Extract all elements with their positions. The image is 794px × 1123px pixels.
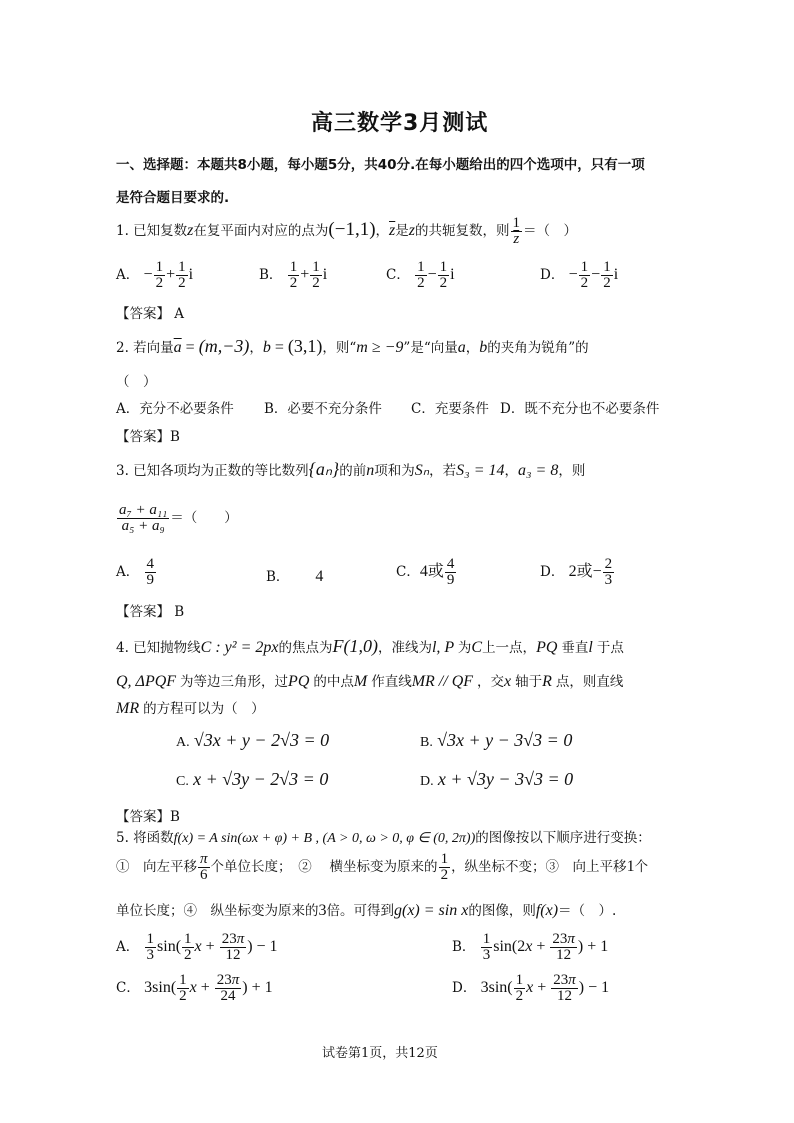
q4-text: 点，则直线	[555, 674, 624, 690]
q4-option-a	[176, 730, 329, 751]
q3-expr-den: a₅ + a₉	[121, 518, 165, 534]
answer-value: B	[170, 809, 180, 825]
q4-text: 的中点	[313, 674, 354, 690]
q2-text: 2. 若向量	[116, 340, 174, 356]
option-label: A.	[176, 735, 190, 750]
q3-expr-num: a₇ + a₁₁	[119, 502, 168, 518]
option-label: B．	[259, 267, 283, 283]
answer-value: A	[174, 306, 185, 322]
q3-option-d: D． 2或− $\frac{2}{3}$	[540, 556, 613, 588]
q4-text: 为	[457, 640, 472, 656]
q1-text: ，	[375, 223, 390, 239]
q2-answer	[116, 425, 180, 445]
q1-text: 是	[395, 223, 409, 239]
q1-point: (−1,1)	[328, 219, 376, 240]
q5-option-b: B． $\frac{1}{3}$ sin(2x + $\frac{23\pi}{12}$ ) + 1	[452, 931, 609, 963]
q1-text: ＝（ ）	[523, 223, 577, 239]
q5-option-d: D． 3sin( $\frac{1}{2}$ x + $\frac{23\pi}{12}$ ) − 1	[452, 972, 610, 1004]
q4-text: 轴于	[515, 674, 543, 690]
q3-answer	[116, 600, 184, 620]
option-label: D．	[540, 564, 565, 580]
option-label: A．	[116, 267, 140, 283]
q3-option-c: C．4或 $\frac{4}{9}$	[396, 556, 455, 588]
q5-text: 的图像，则	[468, 903, 536, 919]
q4-text: 的焦点为	[278, 640, 333, 656]
q1-option-b: B． $\frac{1}{2}$ + $\frac{1}{2}$ i	[259, 259, 328, 291]
q4-text: 4. 已知抛物线	[116, 640, 201, 656]
answer-label: 【答案】	[116, 429, 170, 445]
question-5-line3: 单位长度；④ 纵坐标变为原来的3倍。可得到g(x) = sin x的图像，则f(x)＝（ ）.	[116, 902, 617, 919]
answer-label: 【答案】	[116, 306, 170, 322]
q5-text: ＝（ ）.	[558, 903, 617, 919]
q3-option-b: B． 4	[266, 568, 324, 585]
answer-value: B	[174, 604, 185, 620]
question-5-line1	[116, 826, 651, 847]
q3-s3: S₃ = 14	[456, 462, 505, 479]
option-label: C．	[386, 267, 410, 283]
q1-option-a: A． − $\frac{1}{2}$ + $\frac{1}{2}$ i	[116, 259, 194, 291]
q2-option-b: B．必要不充分条件	[264, 401, 382, 417]
answer-label: 【答案】	[116, 809, 170, 825]
question-3: 3. 已知各项均为正数的等比数列{aₙ}的前n项和为Sₙ，若S₃ = 14，a₃ = 8，则	[116, 459, 586, 479]
q4-option-c	[176, 769, 328, 790]
option-label: D．	[452, 980, 477, 996]
option-math: √3x + y − 2√3 = 0	[193, 730, 330, 750]
q3-text: 3. 已知各项均为正数的等比数列	[116, 463, 309, 479]
q1-text: 在复平面内对应的点为	[193, 223, 329, 239]
q3-sequence: {aₙ}	[308, 459, 340, 479]
q4-text: 的方程可以为（ ）	[143, 701, 265, 717]
q2-text: ，	[465, 340, 480, 356]
answer-value: B	[170, 429, 180, 445]
option-label: A．	[116, 939, 140, 955]
question-1: 1. 已知复数z在复平面内对应的点为(−1,1)，$\overline{z}$是z的共轭复数，则 $\frac{1}{z}$ ＝（ ）	[116, 215, 577, 247]
q2-option-a: A．充分不必要条件	[116, 401, 234, 417]
q2-text: ，	[249, 340, 263, 356]
option-label: B.	[420, 735, 433, 750]
q5-function: f(x) = A sin(ωx + φ) + B , (A > 0, ω > 0, φ ∈ (0, 2π))	[173, 831, 476, 846]
q3-text: ，	[504, 463, 518, 479]
q3-paren: ＝（ ）	[170, 510, 238, 526]
q4-text: ，准线为	[377, 640, 432, 656]
option-label: C．	[116, 980, 140, 996]
q5-gx: g(x) = sin x	[394, 902, 469, 919]
q1-text: 1. 已知复数	[116, 223, 188, 239]
q2-text: 的夹角为锐角”的	[487, 340, 589, 356]
option-math: x + √3y − 2√3 = 0	[193, 769, 329, 789]
q4-parabola: C : y² = 2px	[200, 639, 279, 656]
section-heading-line1: 一、选择题：本题共8小题，每小题5分，共40分.在每小题给出的四个选项中，只有一项	[116, 157, 645, 173]
q4-text: ，交	[477, 674, 505, 690]
q1-text: 的共轭复数，则	[415, 223, 510, 239]
question-5-line2: ① 向左平移 $\frac{\pi}{6}$ 个单位长度； ② 横坐标变为原来的 $\frac{1}{2}$ ，纵坐标不变；③ 向上平移1个	[116, 851, 649, 883]
q5-text: ① 向左平移	[116, 859, 197, 875]
q4-focus: F(1,0)	[332, 636, 378, 656]
question-4-line3: MR 的方程可以为（ ）	[116, 700, 265, 717]
q5-text: 倍。可得到	[326, 903, 394, 919]
q2-paren: （ ）	[116, 374, 157, 390]
q2-vector-b: (3,1)	[287, 336, 323, 356]
q3-text: 的前	[339, 463, 367, 479]
page-title: 高三数学3月测试	[311, 111, 489, 136]
q2-text: ”是“向量	[403, 340, 458, 356]
option-label: B．	[452, 939, 476, 955]
q3-expression	[116, 503, 238, 534]
option-label: B．	[266, 569, 290, 585]
question-2: 2. 若向量$\overline{a} = (m,-3)$，b = (3,1)，则“m ≥ −9”是“向量a，b的夹角为锐角”的	[116, 336, 589, 356]
q3-text: ，若	[429, 463, 457, 479]
question-4-line1: 4. 已知抛物线C : y² = 2px的焦点为F(1,0)，准线为l, P 为C上一点，PQ 垂直l 于点	[116, 636, 624, 656]
q5-text: 个	[634, 859, 649, 875]
q2-condition: m ≥ −9	[356, 339, 404, 356]
option-label: D.	[420, 774, 434, 789]
option-label: A．	[116, 564, 140, 580]
q4-option-d	[420, 769, 573, 790]
section-heading-line2: 是符合题目要求的.	[116, 190, 230, 206]
q2-text: ，则“	[322, 340, 357, 356]
q4-text: 于点	[596, 640, 624, 656]
option-label: C.	[176, 774, 189, 789]
q3-text: ，则	[558, 463, 586, 479]
q4-text: 上一点，	[482, 640, 537, 656]
q5-text: ，纵坐标不变；③ 向上平移	[451, 859, 627, 875]
option-label: D．	[540, 267, 565, 283]
q2-option-c: C．充要条件	[411, 401, 489, 417]
q3-a3: a₃ = 8	[517, 462, 559, 479]
option-math: x + √3y − 3√3 = 0	[437, 769, 574, 789]
q4-answer	[116, 805, 180, 825]
q5-text: 单位长度；④ 纵坐标变为原来的	[116, 903, 319, 919]
q4-text: 垂直	[561, 640, 589, 656]
q5-text: 的图像按以下顺序进行变换：	[475, 830, 651, 846]
answer-label: 【答案】	[116, 604, 170, 620]
q5-text: 5. 将函数	[116, 830, 174, 846]
option-math: √3x + y − 3√3 = 0	[437, 730, 573, 750]
option-label: C．	[396, 564, 420, 580]
q5-option-a: A． $\frac{1}{3}$ sin( $\frac{1}{2}$ x + $\frac{23\pi}{12}$ ) − 1	[116, 931, 278, 963]
q2-option-d: D．既不充分也不必要条件	[500, 401, 660, 417]
q3-text: 项和为	[374, 463, 415, 479]
q5-option-c: C． 3sin( $\frac{1}{2}$ x + $\frac{23\pi}{24}$ ) + 1	[116, 972, 273, 1004]
q2-vector-a: (m,−3)	[198, 336, 250, 356]
q1-option-d: D． − $\frac{1}{2}$ − $\frac{1}{2}$ i	[540, 259, 619, 291]
q1-answer	[116, 302, 184, 322]
q5-text: 个单位长度； ② 横坐标变为原来的	[210, 859, 438, 875]
page-footer: 试卷第1页，共12页	[322, 1046, 438, 1061]
q4-text: 为等边三角形，过	[180, 674, 289, 690]
question-4-line2: Q, ΔPQF 为等边三角形，过PQ 的中点M 作直线MR // QF ，交x 轴于R 点，则直线	[116, 673, 624, 690]
q4-option-b	[420, 730, 572, 751]
q3-option-a: A． $\frac{4}{9}$	[116, 556, 155, 588]
q1-option-c: C． $\frac{1}{2}$ − $\frac{1}{2}$ i	[386, 259, 455, 291]
q4-text: 作直线	[371, 674, 412, 690]
